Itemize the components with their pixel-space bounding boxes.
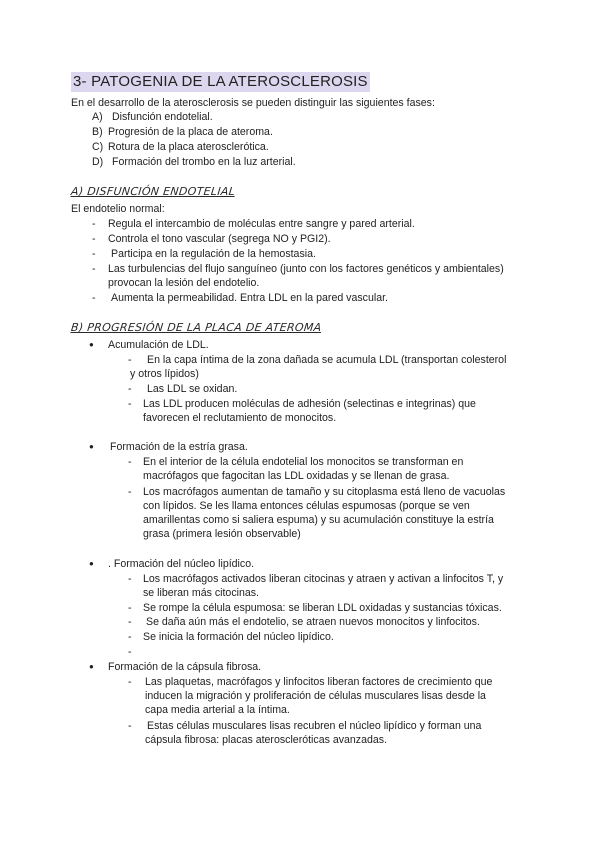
sub-item: Se rompe la célula espumosa: se liberan LDL oxidadas y sustancias tóxicas. bbox=[143, 602, 502, 614]
dash-marker: - bbox=[128, 456, 132, 468]
sub-item-continuation: se liberan más citocinas. bbox=[143, 587, 259, 599]
dash-marker: - bbox=[128, 573, 132, 585]
dash-marker: - bbox=[92, 248, 96, 260]
sub-item-continuation: inducen la migración y proliferación de células musculares lisas desde la bbox=[145, 690, 486, 702]
list-item: Regula el intercambio de moléculas entre sangre y pared arterial. bbox=[108, 218, 415, 230]
phase-item: Formación del trombo en la luz arterial. bbox=[112, 156, 296, 168]
phase-marker: A) bbox=[92, 111, 103, 123]
list-item-continuation: provocan la lesión del endotelio. bbox=[108, 277, 260, 289]
phase-marker: D) bbox=[92, 156, 104, 168]
sub-item: Las LDL se oxidan. bbox=[147, 383, 238, 395]
intro-text: En el desarrollo de la aterosclerosis se pueden distinguir las siguientes fases: bbox=[71, 97, 435, 109]
dash-marker: - bbox=[92, 292, 96, 304]
sub-item-continuation: grasa (primera lesión observable) bbox=[143, 528, 301, 540]
section-heading-a: A) DISFUNCIÓN ENDOTELIAL bbox=[70, 185, 236, 198]
sub-item-continuation: con lípidos. Se les llama entonces células espumosas (porque se ven bbox=[143, 500, 470, 512]
sub-item-continuation: cápsula fibrosa: placas ateroscleróticas avanzadas. bbox=[145, 734, 388, 746]
phase-marker: B) bbox=[92, 126, 103, 138]
sub-item: En la capa íntima de la zona dañada se acumula LDL (transportan colesterol bbox=[147, 354, 507, 366]
sub-item: Las LDL producen moléculas de adhesión (selectinas e integrinas) que bbox=[143, 398, 476, 410]
dash-marker: - bbox=[128, 676, 132, 688]
dash-marker: - bbox=[128, 616, 132, 628]
phase-marker: C) bbox=[92, 141, 104, 153]
dash-marker: - bbox=[92, 263, 96, 275]
list-item: Participa en la regulación de la hemostasia. bbox=[111, 248, 316, 260]
list-item: Las turbulencias del flujo sanguíneo (junto con los factores genéticos y ambientales) bbox=[108, 263, 504, 275]
dash-marker: - bbox=[128, 720, 132, 732]
sub-item: Las plaquetas, macrófagos y linfocitos liberan factores de crecimiento que bbox=[145, 676, 493, 688]
sub-item: Se inicia la formación del núcleo lipídico. bbox=[143, 631, 334, 643]
dash-marker: - bbox=[92, 218, 96, 230]
phase-item: Rotura de la placa aterosclerótica. bbox=[108, 141, 269, 153]
bullet-item: Formación de la cápsula fibrosa. bbox=[108, 661, 262, 673]
section-heading-b: B) PROGRESIÓN DE LA PLACA DE ATEROMA bbox=[70, 321, 323, 334]
sub-item: Los macrófagos activados liberan citocinas y atraen y activan a linfocitos T, y bbox=[143, 573, 504, 585]
sub-item-continuation: capa media arterial a la íntima. bbox=[145, 704, 290, 716]
bullet-item: . Formación del núcleo lipídico. bbox=[108, 558, 255, 570]
dash-marker-empty: - bbox=[128, 646, 132, 658]
bullet-marker: ● bbox=[89, 340, 94, 349]
sub-item: Estas células musculares lisas recubren el núcleo lipídico y forman una bbox=[147, 720, 482, 732]
bullet-marker: ● bbox=[89, 662, 94, 671]
sub-item-continuation: amarillentas como si saliera espuma) y su acumulación constituye la estría bbox=[143, 514, 494, 526]
list-item: Controla el tono vascular (segrega NO y PGI2). bbox=[108, 233, 331, 245]
dash-marker: - bbox=[128, 486, 132, 498]
bullet-marker: ● bbox=[89, 442, 94, 451]
sub-item-continuation: y otros lípidos) bbox=[130, 368, 199, 380]
list-item: Aumenta la permeabilidad. Entra LDL en la pared vascular. bbox=[111, 292, 388, 304]
sub-item-continuation: macrófagos que fagocitan las LDL oxidadas y se llenan de grasa. bbox=[143, 470, 450, 482]
dash-marker: - bbox=[128, 383, 132, 395]
phase-item: Progresión de la placa de ateroma. bbox=[108, 126, 273, 138]
dash-marker: - bbox=[128, 631, 132, 643]
sub-item: En el interior de la célula endotelial los monocitos se transforman en bbox=[143, 456, 464, 468]
dash-marker: - bbox=[128, 602, 132, 614]
bullet-marker: ● bbox=[89, 559, 94, 568]
sub-item-continuation: favorecen el reclutamiento de monocitos. bbox=[143, 412, 337, 424]
bullet-item: Acumulación de LDL. bbox=[108, 339, 209, 351]
dash-marker: - bbox=[128, 354, 132, 366]
bullet-item: Formación de la estría grasa. bbox=[110, 441, 248, 453]
dash-marker: - bbox=[128, 398, 132, 410]
phase-item: Disfunción endotelial. bbox=[112, 111, 213, 123]
page-title: 3- PATOGENIA DE LA ATEROSCLEROSIS bbox=[73, 73, 368, 90]
sub-item: Los macrófagos aumentan de tamaño y su citoplasma está lleno de vacuolas bbox=[143, 486, 506, 498]
dash-marker: - bbox=[92, 233, 96, 245]
sub-item: Se daña aún más el endotelio, se atraen nuevos monocitos y linfocitos. bbox=[146, 616, 480, 628]
section-a-lead: El endotelio normal: bbox=[71, 203, 165, 215]
